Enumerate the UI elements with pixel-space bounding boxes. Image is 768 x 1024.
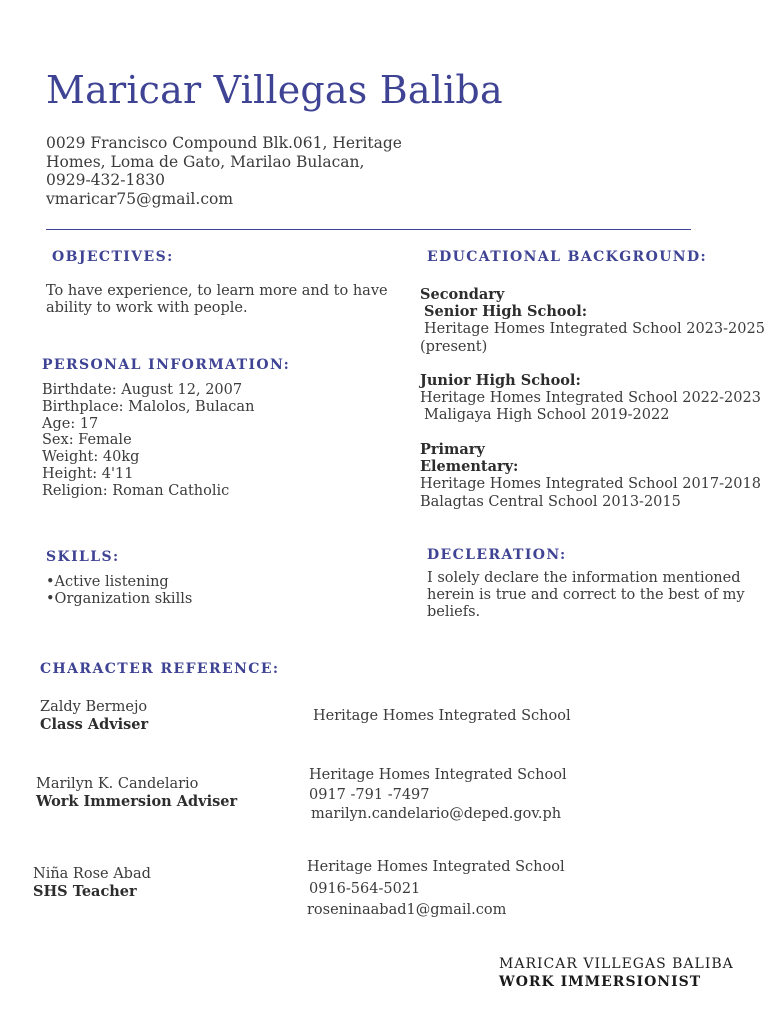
- jhs-label: Junior High School:: [420, 372, 581, 389]
- objectives-text: [46, 283, 388, 317]
- personal-info-block: [42, 382, 254, 500]
- reference-role: Work Immersion Adviser: [36, 793, 238, 810]
- objectives-heading: OBJECTIVES:: [52, 249, 174, 265]
- skills-list: [46, 574, 192, 608]
- education-heading: EDUCATIONAL BACKGROUND:: [427, 249, 708, 265]
- reference-role: SHS Teacher: [33, 883, 137, 900]
- reference-school: Heritage Homes Integrated School: [309, 767, 567, 783]
- jhs-line-1: Heritage Homes Integrated School 2022-2023: [420, 390, 761, 406]
- reference-2: [36, 776, 237, 810]
- signature-name: MARICAR VILLEGAS BALIBA: [499, 956, 734, 972]
- address-line-2: Homes, Loma de Gato, Marilao Bulacan,: [46, 152, 365, 171]
- reference-email: marilyn.candelario@deped.gov.ph: [311, 806, 562, 822]
- reference-name: Niña Rose Abad: [33, 866, 151, 882]
- primary-label: Primary: [420, 441, 485, 458]
- religion: Religion: Roman Catholic: [42, 482, 230, 499]
- sex: Sex: Female: [42, 432, 132, 449]
- references-heading: CHARACTER REFERENCE:: [40, 661, 280, 677]
- shs-line-2: (present): [420, 339, 488, 355]
- birthdate: Birthdate: August 12, 2007: [42, 382, 243, 398]
- skill-item: •Active listening: [46, 574, 169, 590]
- shs-label: Senior High School:: [424, 303, 588, 320]
- signature-block: [499, 955, 734, 991]
- reference-name: Marilyn K. Candelario: [36, 776, 199, 792]
- reference-role: Class Adviser: [40, 716, 149, 733]
- skills-heading: SKILLS:: [46, 549, 120, 565]
- elem-line-2: Balagtas Central School 2013-2015: [420, 494, 681, 510]
- shs-line-1: Heritage Homes Integrated School 2023-2025: [424, 321, 765, 337]
- declaration-heading: DECLERATION:: [427, 547, 567, 563]
- header-divider: [46, 229, 691, 230]
- reference-email: roseninaabad1@gmail.com: [307, 902, 507, 918]
- signature-title: WORK IMMERSIONIST: [499, 974, 702, 990]
- reference-2-contact: [309, 766, 567, 825]
- elementary-label: Elementary:: [420, 458, 519, 475]
- reference-1-school: Heritage Homes Integrated School: [313, 708, 571, 724]
- reference-phone: 0917 -791 -7497: [309, 786, 430, 803]
- phone-number: 0929-432-1830: [46, 171, 165, 190]
- reference-phone: 0916-564-5021: [309, 880, 421, 897]
- age: Age: 17: [42, 415, 99, 432]
- birthplace: Birthplace: Malolos, Bulacan: [42, 398, 255, 415]
- address-line-1: 0029 Francisco Compound Blk.061, Heritage: [46, 134, 402, 152]
- elem-line-1: Heritage Homes Integrated School 2017-2018: [420, 476, 761, 492]
- reference-3: [33, 866, 151, 900]
- height: Height: 4'11: [42, 465, 134, 482]
- declaration-line-2: herein is true and correct to the best of my: [427, 586, 745, 603]
- declaration-text: [427, 570, 745, 620]
- skill-item: •Organization skills: [46, 591, 193, 607]
- objectives-line-1: To have experience, to learn more and to have: [46, 283, 388, 299]
- reference-1: [40, 699, 148, 733]
- declaration-line-3: beliefs.: [427, 603, 481, 620]
- contact-block: [46, 134, 402, 208]
- education-block: [420, 286, 765, 511]
- reference-school: Heritage Homes Integrated School: [307, 859, 565, 875]
- email-address: vmaricar75@gmail.com: [46, 189, 234, 208]
- reference-name: Zaldy Bermejo: [40, 699, 148, 715]
- personal-info-heading: PERSONAL INFORMATION:: [42, 357, 291, 373]
- applicant-name: Maricar Villegas Baliba: [46, 68, 503, 112]
- objectives-line-2: ability to work with people.: [46, 300, 248, 316]
- weight: Weight: 40kg: [42, 449, 140, 466]
- secondary-label: Secondary: [420, 286, 505, 303]
- reference-3-contact: [307, 857, 565, 922]
- declaration-line-1: I solely declare the information mentioned: [427, 570, 741, 586]
- jhs-line-2: Maligaya High School 2019-2022: [424, 407, 670, 423]
